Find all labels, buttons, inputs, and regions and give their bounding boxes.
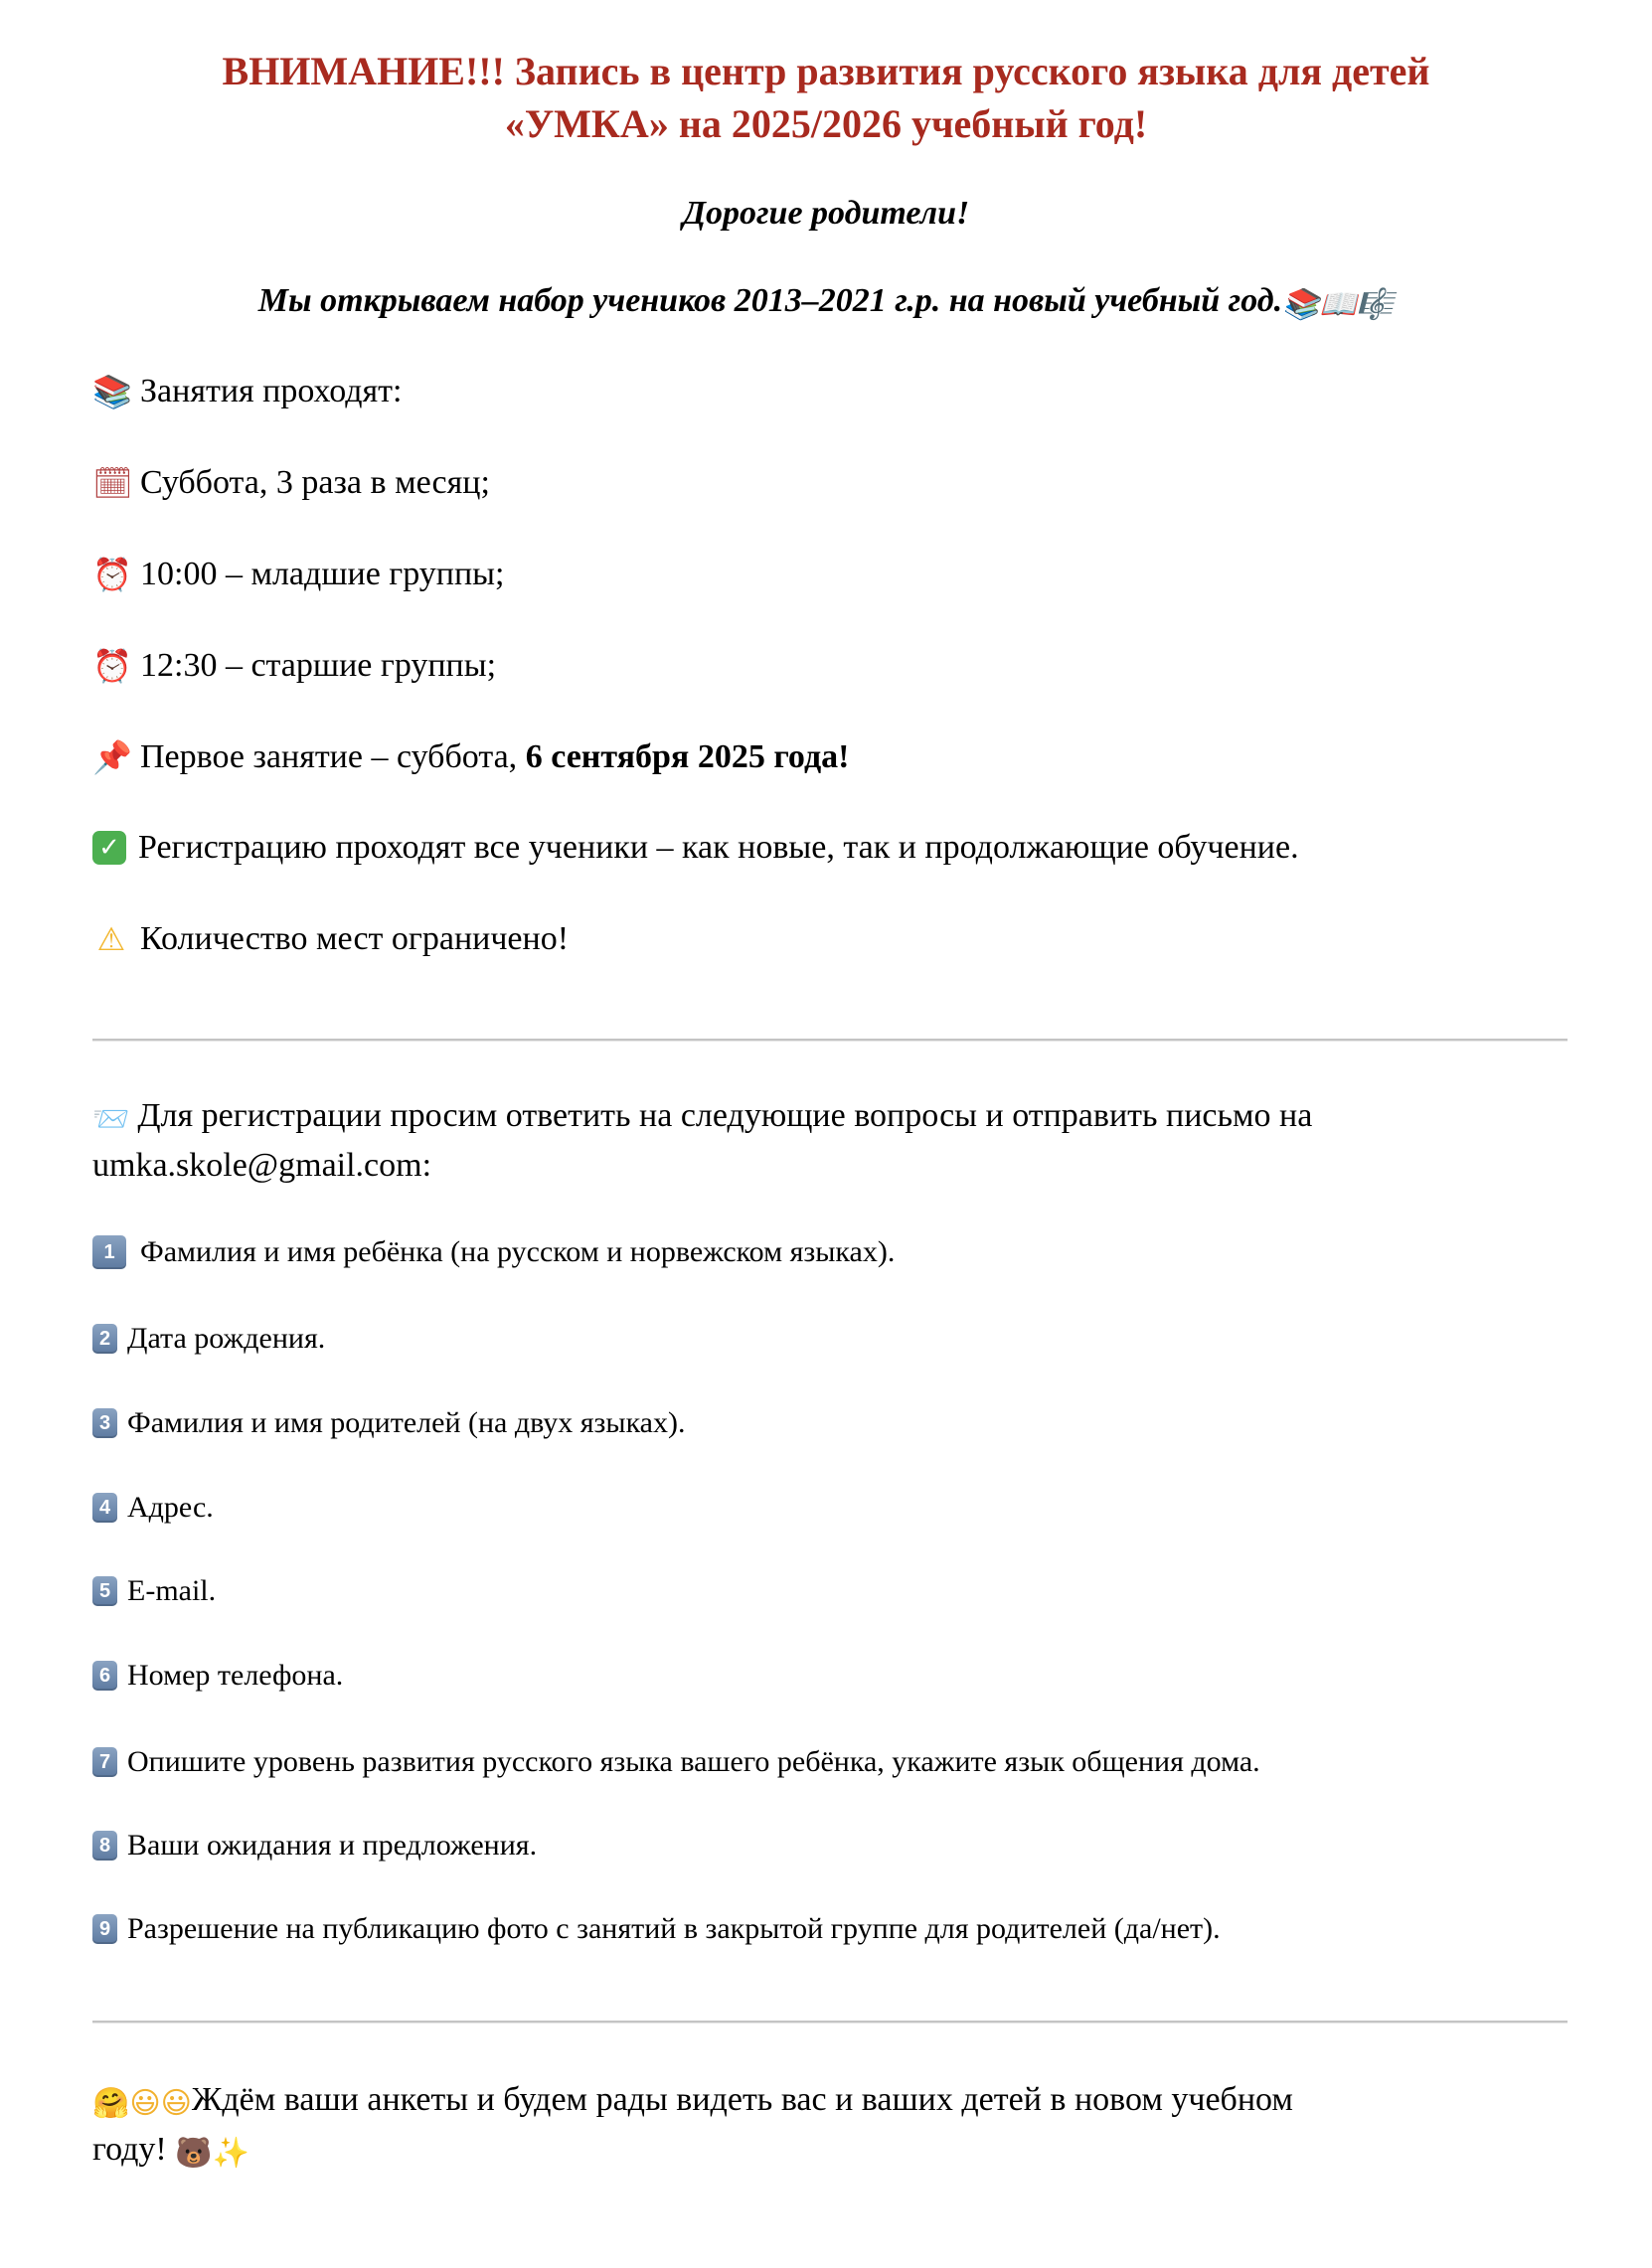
check-mark-icon: ✓ <box>92 831 126 865</box>
keycap-8-icon: 8 <box>92 1831 117 1861</box>
question-text: Разрешение на публикацию фото с занятий в закрытой группе для родителей (да/нет). <box>127 1912 1221 1945</box>
question-text: Номер телефона. <box>127 1659 344 1692</box>
sparkles-icon: ✨ <box>212 2136 249 2171</box>
keycap-6-icon: 6 <box>92 1661 117 1691</box>
keycap-4-icon: 4 <box>92 1493 117 1523</box>
question-item <box>92 1232 895 1272</box>
first-lesson <box>92 735 849 779</box>
calendar-icon: 🗓 <box>92 464 133 502</box>
intro-text: Мы открываем набор учеников 2013–2021 г.р. на новый учебный год. <box>257 282 1283 319</box>
question-item <box>92 1742 1260 1782</box>
page-title-line-1: ВНИМАНИЕ!!! Запись в центр развития русского языка для детей <box>222 49 1430 93</box>
page-title-line-2: «УМКА» на 2025/2026 учебный год! <box>504 101 1148 146</box>
registration-instructions <box>92 1091 1583 1191</box>
registration-text: Для регистрации просим ответить на следующие вопросы и отправить письмо на <box>137 1097 1313 1134</box>
limited-note <box>92 917 569 961</box>
question-item <box>92 1909 1221 1949</box>
question-item <box>92 1403 686 1443</box>
schedule-item <box>92 553 504 596</box>
question-item <box>92 1571 216 1611</box>
question-item <box>92 1826 537 1865</box>
alarm-clock-icon: ⏰ <box>92 647 132 685</box>
keycap-1-icon: 1 <box>92 1235 126 1269</box>
question-text: Фамилия и имя родителей (на двух языках). <box>127 1406 686 1439</box>
closing-text-line-1: Ждём ваши анкеты и будем рады видеть вас и ваших детей в новом учебном <box>191 2081 1293 2118</box>
open-book-icon: 📖 <box>1319 287 1357 322</box>
schedule-text: 10:00 – младшие группы; <box>140 556 505 592</box>
musical-score-icon: 🎼 <box>1356 287 1395 322</box>
schedule-item <box>92 644 496 688</box>
bear-icon: 🐻 <box>175 2136 213 2171</box>
keycap-9-icon: 9 <box>92 1914 117 1944</box>
books-icon: 📚 <box>92 373 132 410</box>
question-text: E-mail. <box>127 1574 217 1607</box>
question-text: Опишите уровень развития русского языка вашего ребёнка, укажите язык общения дома. <box>127 1745 1260 1778</box>
first-lesson-text: Первое занятие – суббота, <box>140 738 526 775</box>
keycap-5-icon: 5 <box>92 1576 117 1606</box>
question-text: Дата рождения. <box>127 1322 326 1355</box>
closing-text-line-2: году! <box>92 2131 176 2168</box>
pushpin-icon: 📌 <box>92 738 132 776</box>
books-icon: 📚 <box>1282 287 1320 322</box>
incoming-envelope-icon: 📨 <box>92 1102 130 1137</box>
greeting: Дорогие родители! <box>682 195 970 232</box>
schedule-item <box>92 370 402 413</box>
keycap-3-icon: 3 <box>92 1408 117 1438</box>
hugging-face-icon: 🤗 <box>92 2086 130 2121</box>
question-text: Ваши ожидания и предложения. <box>127 1829 538 1862</box>
warning-icon: ⚠ <box>96 920 126 958</box>
registration-note-text: Регистрацию проходят все ученики – как новые, так и продолжающие обучение. <box>138 829 1299 866</box>
keycap-2-icon: 2 <box>92 1324 117 1354</box>
divider <box>92 1039 1568 1042</box>
intro <box>0 279 1652 323</box>
schedule-text: 12:30 – старшие группы; <box>140 647 497 684</box>
question-item <box>92 1656 343 1696</box>
schedule-text: Суббота, 3 раза в месяц; <box>140 464 490 501</box>
closing-message <box>92 2075 1583 2175</box>
question-item <box>92 1319 325 1359</box>
limited-note-text: Количество мест ограничено! <box>140 920 570 957</box>
smiling-face-icon: 😃 <box>129 2086 161 2121</box>
first-lesson-date: 6 сентября 2025 года! <box>525 738 850 775</box>
question-text: Адрес. <box>127 1491 214 1524</box>
question-text: Фамилия и имя ребёнка (на русском и норвежском языках). <box>140 1235 896 1268</box>
registration-note <box>92 826 1299 870</box>
question-item <box>92 1488 214 1528</box>
keycap-7-icon: 7 <box>92 1747 117 1777</box>
divider <box>92 2021 1568 2024</box>
email-link[interactable]: umka.skole@gmail.com: <box>92 1147 432 1184</box>
schedule-text: Занятия проходят: <box>140 373 403 409</box>
smiling-face-icon: 😃 <box>160 2086 192 2121</box>
alarm-clock-icon: ⏰ <box>92 556 132 593</box>
schedule-item <box>92 461 490 505</box>
